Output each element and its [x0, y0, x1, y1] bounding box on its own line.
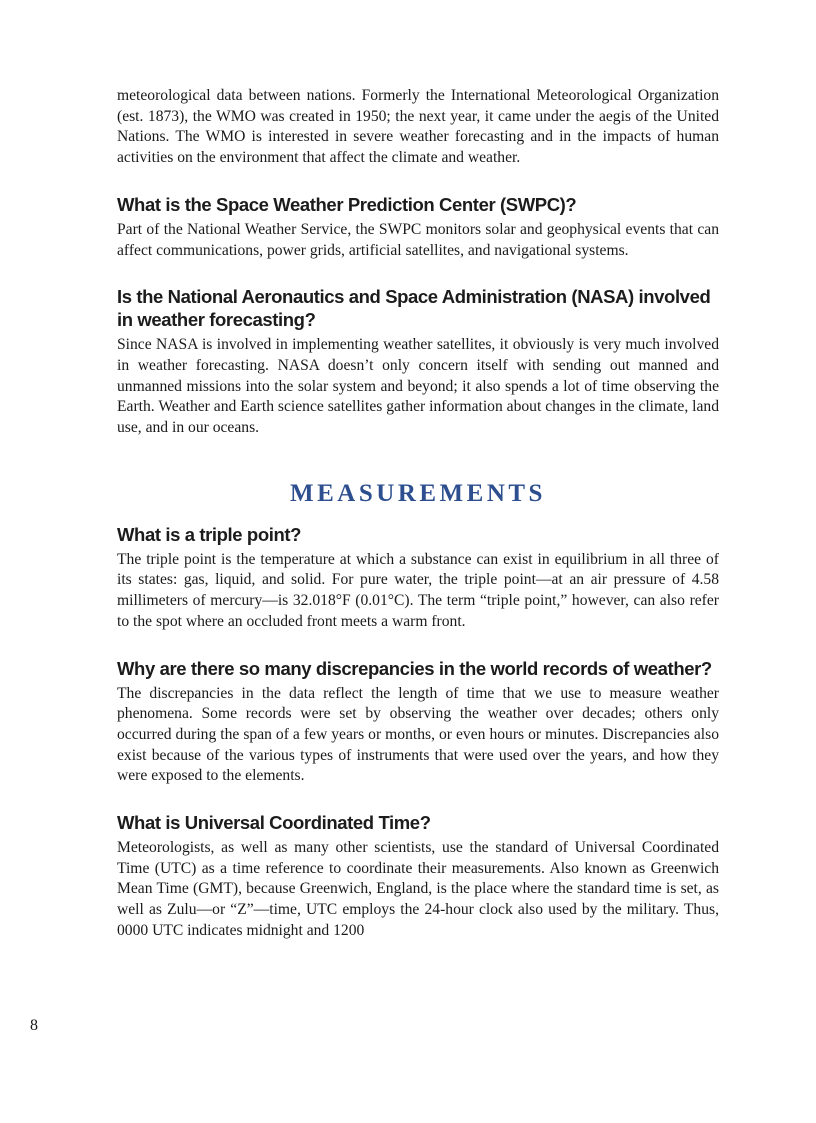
- answer-swpc: Part of the National Weather Service, the SWPC monitors solar and geophysical events that can affect communications, power grids, artificial satellites, and navigational systems.: [117, 220, 719, 259]
- question-keyword: Space Weather Prediction Center: [216, 193, 496, 215]
- question-keyword: Universal Coordinated Time: [184, 812, 420, 834]
- question-keyword: world records of weather: [490, 657, 701, 679]
- question-triple-point: What is a triple point?: [117, 523, 302, 545]
- question-keyword: discrepancies: [315, 657, 435, 679]
- question-keyword: weather forecasting: [137, 309, 305, 331]
- answer-discrepancies: The discrepancies in the data reflect the length of time that we use to measure weather phenomena. Some records were set by observing the weather over decades; others only occurred during the span of a few years or months, or even hours or minutes. Discrepancies also exist because of the various types of instruments that were used over the years, and how they were exposed to the elements.: [117, 684, 719, 785]
- intro-paragraph: meteorological data between nations. Formerly the International Meteorological Organization (est. 1873), the WMO was created in 1950; the next year, it came under the aegis of the United Nations. The WMO is interested in severe weather forecasting and in the impacts of human activities on the environment that affect the climate and weather.: [117, 87, 719, 167]
- answer-nasa: Since NASA is involved in implementing weather satellites, it obviously is very much involved in weather forecasting. NASA doesn’t only concern itself with sending out manned and unmanned missions into the solar system and beyond; it also spends a lot of time observing the Earth. Weather and Earth science satellites gather information about changes in the climate, land use, and in our oceans.: [117, 336, 719, 437]
- section-title: MEASUREMENTS: [290, 479, 546, 507]
- question-utc: What is Universal Coordinated Time?: [117, 812, 431, 834]
- question-nasa: Is the National Aeronautics and Space Administration (NASA) involved in weather forecasting?: [117, 286, 711, 331]
- page-number: 8: [30, 1017, 38, 1034]
- question-discrepancies: Why are there so many discrepancies in the world records of weather?: [117, 657, 712, 679]
- page-column: [117, 86, 719, 942]
- answer-triple-point: The triple point is the temperature at which a substance can exist in equilibrium in all three of its states: gas, liquid, and solid. For pure water, the triple point—at an air pressure of 4.58 millimeters of mercury—is 32.018°F (0.01°C). The term “triple point,” however, can also refer to the spot where an occluded front meets a warm front.: [117, 550, 719, 630]
- question-keyword: triple point: [199, 523, 291, 545]
- question-keyword: National Aeronautics and Space Administration: [167, 286, 567, 308]
- question-swpc: What is the Space Weather Prediction Center (SWPC)?: [117, 193, 577, 215]
- answer-utc: Meteorologists, as well as many other scientists, use the standard of Universal Coordinated Time (UTC) as a time reference to coordinate their measurements. Also known as Greenwich Mean Time (GMT), because Greenwich, England, is the place where the standard time is set, as well as Zulu—or “Z”—time, UTC employs the 24-hour clock also used by the military. Thus, 0000 UTC indicates midnight and 1200: [117, 839, 719, 939]
